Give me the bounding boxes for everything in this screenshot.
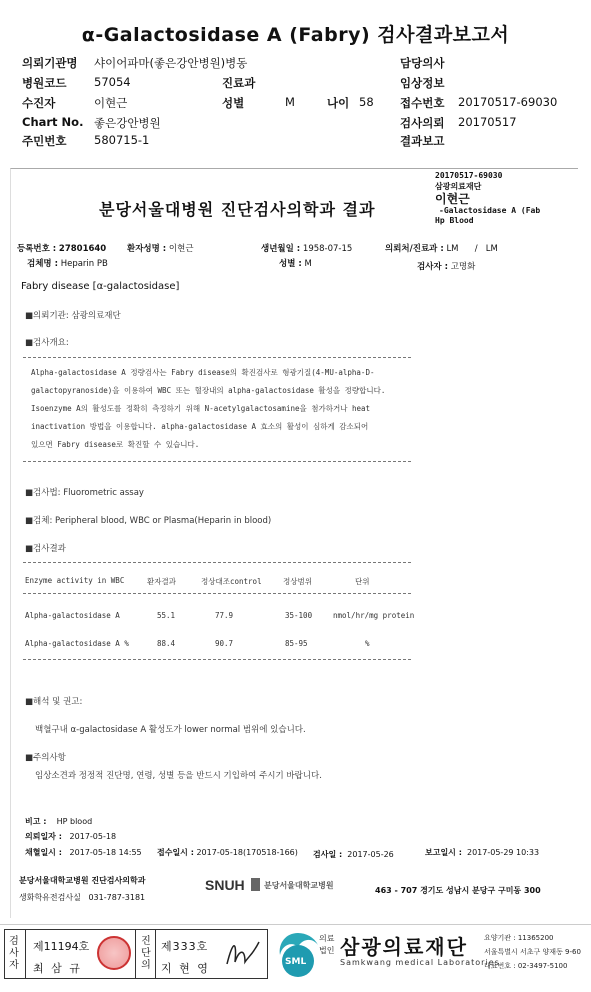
- label-examiner-vertical: 검 사 자: [9, 936, 19, 971]
- side-blood: Hp Blood: [435, 216, 474, 225]
- value-sex: M: [285, 95, 295, 109]
- overview-line: Alpha-galactosidase A 정량검사는 Fabry disease의 확진검사로 형광기질(4-MU-alpha-D-: [31, 368, 375, 377]
- side-org: 삼광의료재단: [435, 182, 482, 191]
- table-cell: nmol/hr/mg protein: [333, 611, 415, 620]
- table-cell: 77.9: [215, 611, 234, 620]
- divider: [23, 357, 411, 358]
- footer-lab: 생화학유전검사실 031-787-3181: [19, 893, 146, 902]
- overview-line: 있으면 Fabry disease로 확진할 수 있습니다.: [31, 440, 200, 449]
- snuh-emblem-icon: [251, 878, 260, 891]
- label-age: 나이: [327, 96, 350, 110]
- org-type-2: 법인: [319, 946, 335, 955]
- report-time: 보고일시 : 2017-05-29 10:33: [425, 848, 540, 857]
- seal-icon: [97, 936, 131, 970]
- section-overview: ■검사개요:: [25, 338, 69, 348]
- examiner-name: 최 삼 규: [33, 962, 82, 975]
- examiner-license-no: 제11194호: [33, 940, 90, 953]
- signature-footer: [0, 924, 591, 984]
- divider: [23, 461, 411, 462]
- org-address: 서울특별시 서초구 양재동 9-60: [484, 948, 581, 956]
- sml-text: SML: [285, 957, 307, 967]
- table-cell: 88.4: [157, 639, 176, 648]
- section-interpretation: ■해석 및 권고:: [25, 697, 83, 707]
- value-patient: 이현근: [94, 96, 128, 110]
- snuh-name: 분당서울대학교병원: [264, 881, 334, 890]
- section-specimen: ■검체: Peripheral blood, WBC or Plasma(Heparin in blood): [25, 516, 272, 526]
- org-name: 삼광의료재단: [340, 935, 468, 959]
- value-hospital-code: 57054: [94, 75, 131, 89]
- birth-date: 생년월일 : 1958-07-15: [261, 244, 353, 254]
- overview-line: Isoenzyme A의 활성도를 정확히 측정하기 위해 N-acetylgalactosamine을 첨가하거나 heat: [31, 404, 371, 413]
- section-notes: ■주의사항: [25, 753, 66, 763]
- org-license: 요양기관 : 11365200: [484, 934, 554, 942]
- notes-text: 임상소견과 정정적 진단명, 연령, 성별 등을 반드시 기입하여 주시기 바랍니다.: [35, 771, 322, 781]
- label-doctor-vertical: 진 단 의: [141, 936, 151, 971]
- specimen-name: 검체명 : Heparin PB: [27, 259, 108, 269]
- table-header-control: 정상대조control: [201, 577, 262, 586]
- label-clinical-info: 임상정보: [400, 76, 445, 90]
- table-header-enzyme: Enzyme activity in WBC: [25, 576, 125, 585]
- divider: [25, 930, 26, 978]
- request-date: 의뢰일자 : 2017-05-18: [25, 832, 117, 841]
- doctor-license-no: 제333호: [161, 940, 209, 953]
- label-department: 진료과: [222, 76, 256, 90]
- signature-box: [4, 929, 268, 979]
- footer-dept: 분당서울대학교병원 진단검사의학과: [19, 876, 146, 885]
- org-name-en: Samkwang medical Laboratories: [340, 958, 500, 967]
- side-patient-name: 이현근: [435, 192, 470, 206]
- divider: [23, 562, 411, 563]
- overview-line: galactopyranoside)을 이용하여 WBC 또는 혈장내의 alpha-galactosidase 활성을 정량합니다.: [31, 386, 386, 395]
- header-row-1: [22, 55, 582, 73]
- table-cell: 85-95: [285, 639, 308, 648]
- value-age: 58: [359, 95, 374, 109]
- table-header-unit: 단위: [355, 577, 370, 586]
- disease-name: Fabry disease [α-galactosidase]: [21, 281, 180, 292]
- scanned-report: [10, 168, 578, 918]
- remark: 비고 : HP blood: [25, 817, 93, 826]
- header-row-4: [22, 115, 582, 133]
- test-date: 검사일 : 2017-05-26: [313, 850, 394, 859]
- section-method: ■검사법: Fluorometric assay: [25, 488, 144, 498]
- receipt-time: 접수일시 : 2017-05-18(170518-166): [157, 848, 298, 857]
- divider: [23, 659, 411, 660]
- section-org: ■의뢰기관: 삼광의료재단: [25, 311, 121, 321]
- label-result-report: 결과보고: [400, 134, 445, 148]
- divider: [135, 930, 136, 978]
- overview-line: inactivation 방법을 이용합니다. alpha-galactosidase A 효소의 활성이 심하게 감소되어: [31, 422, 369, 431]
- label-institution: 의뢰기관명: [22, 56, 78, 70]
- label-resident-no: 주민번호: [22, 134, 67, 148]
- table-cell: Alpha-galactosidase A: [25, 611, 120, 620]
- side-test-name: -Galactosidase A (Fab: [439, 206, 541, 215]
- label-chart-no: Chart No.: [22, 115, 84, 129]
- header-row-5: [22, 133, 582, 151]
- patient-sex: 성별 : M: [279, 259, 312, 269]
- divider: [23, 593, 411, 594]
- org-phone: 대표번호 : 02-3497-5100: [484, 962, 568, 970]
- value-test-request: 20170517: [458, 115, 517, 129]
- hospital-report-title: 분당서울대병원 진단검사의학과 결과: [99, 200, 376, 219]
- divider: [155, 930, 156, 978]
- value-receipt-no: 20170517-69030: [458, 95, 558, 109]
- interpretation-text: 백혈구내 α-galactosidase A 활성도가 lower normal 범위에 있습니다.: [35, 725, 306, 735]
- label-sex: 성별: [222, 96, 245, 110]
- table-header-patient: 환자결과: [147, 577, 176, 586]
- table-cell: Alpha-galactosidase A %: [25, 639, 129, 648]
- value-resident-no: 580715-1: [94, 133, 150, 147]
- table-cell: 35-100: [285, 611, 313, 620]
- label-receipt-no: 접수번호: [400, 96, 445, 110]
- label-patient: 수진자: [22, 96, 56, 110]
- patient-name: 환자성명 : 이현근: [127, 244, 194, 254]
- label-hospital-code: 병원코드: [22, 76, 67, 90]
- value-chart-no: 좋은강안병원: [94, 116, 161, 130]
- table-cell: %: [365, 639, 370, 648]
- snuh-logo: SNUH: [205, 877, 245, 893]
- label-doctor: 담당의사: [400, 56, 445, 70]
- label-test-request: 검사의뢰: [400, 116, 445, 130]
- org-type-1: 의료: [319, 934, 335, 943]
- header-row-2: [22, 75, 582, 93]
- table-cell: 90.7: [215, 639, 234, 648]
- table-cell: 55.1: [157, 611, 176, 620]
- header-row-3: [22, 95, 582, 113]
- hospital-address: 463 - 707 경기도 성남시 분당구 구미동 300: [375, 886, 541, 895]
- section-result: ■검사결과: [25, 544, 66, 554]
- side-receipt-id: 20170517-69030: [435, 171, 503, 180]
- value-institution: 샤이어파마(좋은강안병원)병동: [94, 56, 248, 70]
- reg-number: 등록번호 : 27801640: [17, 244, 107, 254]
- sml-logo-icon: [272, 929, 324, 981]
- signature-icon: [223, 936, 263, 972]
- doctor-name: 지 현 영: [161, 962, 210, 975]
- table-header-range: 정상범위: [283, 577, 312, 586]
- collection-time: 채혈일시 : 2017-05-18 14:55: [25, 848, 142, 857]
- requesting-dept: 의뢰처/진료과 : LM / LM: [385, 244, 498, 254]
- report-title: α-Galactosidase A (Fabry) 검사결과보고서: [81, 24, 510, 46]
- examiner: 검사자 : 고명화: [417, 262, 476, 272]
